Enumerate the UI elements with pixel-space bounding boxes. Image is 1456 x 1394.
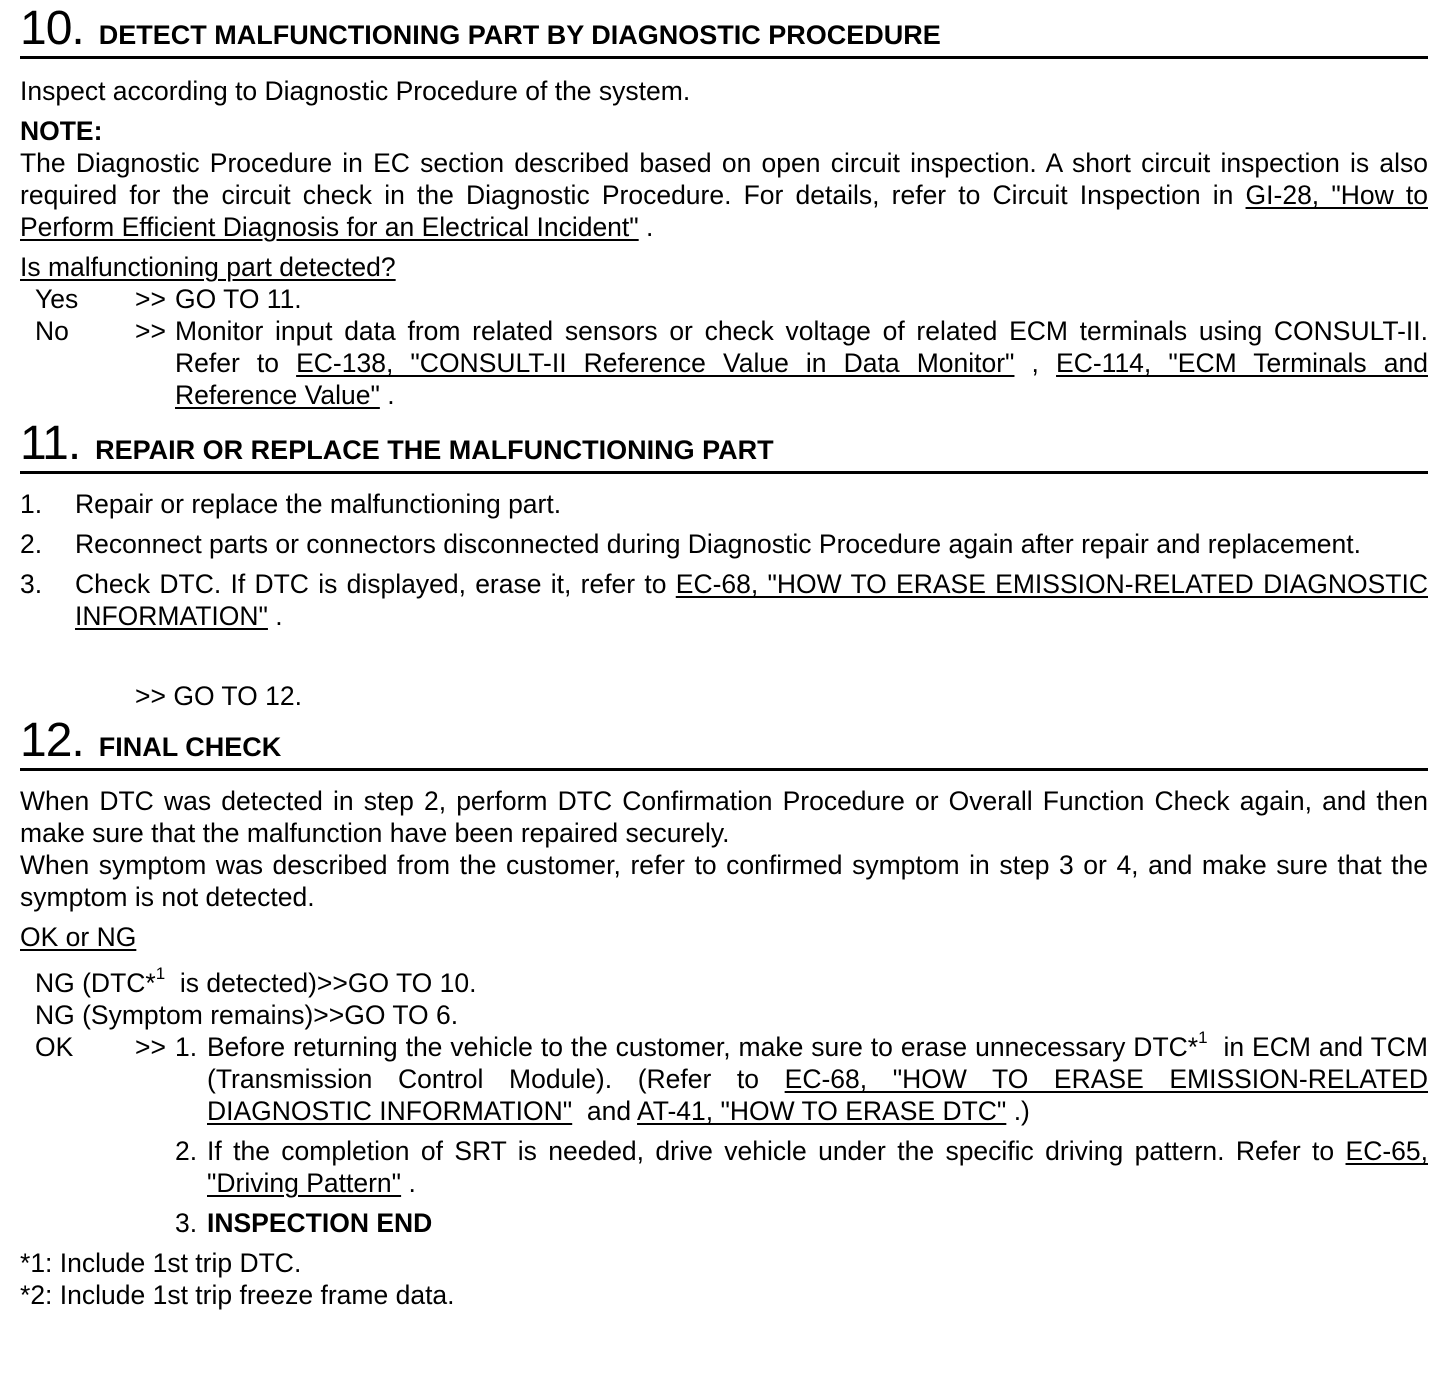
step-number: 10 bbox=[20, 2, 72, 55]
repair-steps-list bbox=[20, 488, 1428, 632]
step-title: DETECT MALFUNCTIONING PART BY DIAGNOSTIC PROCEDURE bbox=[98, 20, 941, 50]
answer-ng-dtc: NG (DTC*$^1$ is detected)>>GO TO 10. bbox=[35, 964, 477, 998]
list-item: 3. INSPECTION END bbox=[175, 1207, 1428, 1239]
list-item: 1. Repair or replace the malfunctioning part. bbox=[20, 489, 562, 519]
step-title: REPAIR OR REPLACE THE MALFUNCTIONING PART bbox=[95, 435, 774, 465]
step-12-para-1: When DTC was detected in step 2, perform DTC Confirmation Procedure or Overall Function Check again, and then make sure that the malfunction have been repaired securely. bbox=[20, 786, 1428, 848]
step-10-header: 10 . DETECT MALFUNCTIONING PART BY DIAGNOSTIC PROCEDURE bbox=[20, 2, 1428, 59]
footnotes bbox=[20, 1247, 1428, 1311]
step-title: FINAL CHECK bbox=[98, 732, 282, 762]
list-item: 3. Check DTC. If DTC is displayed, erase it, refer to EC-68, "HOW TO ERASE EMISSION-RELATED DIAGNOSTIC INFORMATION" . bbox=[20, 569, 1428, 631]
step-number: 11 bbox=[20, 417, 68, 470]
link-ec-114[interactable]: EC-114, "ECM Terminals and Reference Value" bbox=[175, 348, 1428, 410]
link-at-41[interactable]: AT-41, "HOW TO ERASE DTC" bbox=[637, 1096, 1007, 1126]
list-item: 1. Before returning the vehicle to the customer, make sure to erase unnecessary DTC*$^1$ in ECM and TCM (Transmission Control Module). (Refer to EC-68, "HOW TO ERASE EMISSION-RELATED DIAGNOSTIC INFORMATION" and AT-41, "HOW TO ERASE DTC" .) bbox=[175, 1028, 1436, 1126]
answer-no: No >> Monitor input data from related sensors or check voltage of related ECM terminals using CONSULT-II. Refer to EC-138, "CONSULT-II Reference Value in Data Monitor" , EC-114, "ECM Terminals and Reference Value" . bbox=[35, 316, 1428, 410]
document-page bbox=[20, 0, 1436, 1311]
step-10-intro: Inspect according to Diagnostic Procedure of the system. bbox=[20, 76, 691, 106]
list-item: 2. If the completion of SRT is needed, drive vehicle under the specific driving pattern. Refer to EC-65, "Driving Pattern" . bbox=[175, 1136, 1428, 1198]
answer-ok: OK >> 1. Before returning the vehicle to the customer, make sure to erase unnecessary DTC*$^1$ in ECM and TCM (Transmission Control Module). (Refer to EC-68, "HOW TO ERASE EMISSION-RELATED DIAGNOSTIC INFORMATION" and AT-41, "HOW TO ERASE DTC" .) 2. If the completion of SRT is needed, drive vehicle under the specific driving pattern. Refer to EC-65, "Driving Pattern" . 3. INSPECTION END bbox=[35, 1028, 1436, 1238]
inspection-end: INSPECTION END bbox=[207, 1208, 433, 1238]
link-ec-138[interactable]: EC-138, "CONSULT-II Reference Value in Data Monitor" bbox=[296, 348, 1015, 378]
step-number: 12 bbox=[20, 714, 72, 767]
answer-yes: Yes >> GO TO 11. bbox=[35, 284, 302, 314]
step-11-header: 11 . REPAIR OR REPLACE THE MALFUNCTIONING PART bbox=[20, 417, 1428, 474]
step-12-question: OK or NG bbox=[20, 922, 137, 952]
note-text: The Diagnostic Procedure in EC section described based on open circuit inspection. A short circuit inspection is also required for the circuit check in the Diagnostic Procedure. For details, refer to Circuit Inspection in GI-28, "How to Perform Efficient Diagnosis for an Electrical Incident" . bbox=[20, 148, 1428, 242]
link-ec-65[interactable]: EC-65, "Driving Pattern" bbox=[207, 1136, 1428, 1198]
step-10-question: Is malfunctioning part detected? bbox=[20, 252, 396, 282]
answer-ng-symptom: NG (Symptom remains)>>GO TO 6. bbox=[35, 1000, 459, 1030]
link-ec-68[interactable]: EC-68, "HOW TO ERASE EMISSION-RELATED DIAGNOSTIC INFORMATION" bbox=[75, 569, 1428, 631]
goto-12: >> GO TO 12. bbox=[135, 681, 302, 711]
step-12-para-2: When symptom was described from the customer, refer to confirmed symptom in step 3 or 4, and make sure that the symptom is not detected. bbox=[20, 850, 1428, 912]
step-12-header: 12 . FINAL CHECK bbox=[20, 714, 1428, 771]
link-gi-28[interactable]: GI-28, "How to Perform Efficient Diagnosis for an Electrical Incident" bbox=[20, 180, 1428, 242]
list-item: 2. Reconnect parts or connectors disconnected during Diagnostic Procedure again after repair and replacement. bbox=[20, 529, 1361, 559]
link-ec-68[interactable]: EC-68, "HOW TO ERASE EMISSION-RELATED DIAGNOSTIC INFORMATION" bbox=[207, 1064, 1429, 1126]
note-label: NOTE: bbox=[20, 116, 103, 146]
footnote-1: *1: Include 1st trip DTC. bbox=[20, 1248, 302, 1278]
footnote-2: *2: Include 1st trip freeze frame data. bbox=[20, 1280, 455, 1310]
